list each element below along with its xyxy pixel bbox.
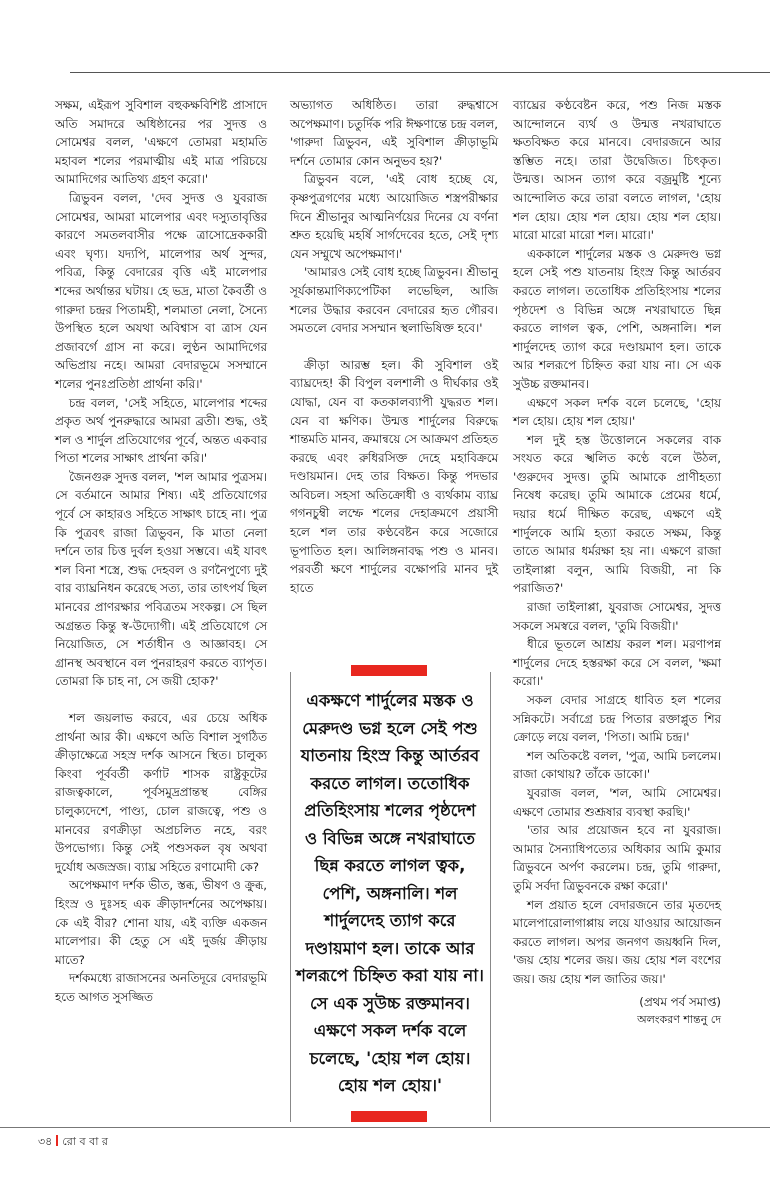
- article-column-1: [55, 96, 267, 1007]
- paragraph: 'তার আর প্রয়োজন হবে না যুবরাজ। আমার সৈন্যাধিপত্যের অধিকার আমি কুমার ত্রিভুবনে অর্পণ করলেম। চন্দ্র, তুমি গারুদা, তুমি সর্বদা ত্রিভুবনকে রক্ষা করো।': [513, 823, 721, 893]
- pullquote-text: একক্ষণে শার্দুলের মস্তক ও মেরুদণ্ড ভগ্ন হলে সেই পশু যাতনায় হিংস্র কিন্তু আর্তরব করতে লাগল। ততোধিক প্রতিহিংসায় শলের পৃষ্ঠদেশ ও বিভিন্ন অঙ্গে নখরাঘাতে ছিন্ন করতে লাগল ত্বক, পেশি, অঙ্গনালি। শল শার্দুলদেহ ত্যাগ করে দণ্ডায়মাণ হল। তাকে আর শলরূপে চিহ্নিত করা যায় না। সে এক সুউচ্চ রক্তমানব। এক্ষণে সকল দর্শক বলে চলেছে, 'হোয় শল হোয়। হোয় শল হোয়।': [296, 691, 484, 1095]
- paragraph: ক্রীড়া আরম্ভ হল। কী সুবিশাল ওই ব্যাঘ্রদেহ! কী বিপুল বলশালী ও দীর্ঘকার ওই যোদ্ধা, যেন বা কতকালব্যাপী যুদ্ধরত শল। যেন বা ক্ষণিক। উন্মত্ত শার্দুলের বিরুদ্ধে শান্তমতি মানব, ক্রমান্বয়ে সে আক্রমণ প্রতিহত করছে এবং রুধিরসিক্ত দেহে মহাবিক্রমে দণ্ডায়মান। দেহ তার বিক্ষত। কিন্তু পদভার অবিচল। সহসা অতিক্রোধী ও ব্যর্থকাম ব্যাঘ্র গগনচুম্বী লম্ফে শলের দেহাক্রমণে প্রয়াসী হলে শল তার কণ্ঠবেষ্টন করে সজোরে ভূপাতিত হল। আলিঙ্গনাবদ্ধ পশু ও মানব। পরবর্তী ক্ষণে শার্দুলের বক্ষোপরি মানব দুই হাতে: [290, 357, 498, 595]
- page-number: ৩৪: [38, 1135, 53, 1148]
- article-column-3: [513, 96, 721, 1030]
- paragraph: যুবরাজ বলল, 'শল, আমি সোমেশ্বর। এক্ষণে তোমার শুশ্রূষার ব্যবস্থা করছি।': [513, 785, 721, 819]
- paragraph: চন্দ্র বলল, 'সেই সহিতে, মালেপার শব্দের প্রকৃত অর্থ পুনরুদ্ধারে আমরা ব্রতী। শুদ্ধ, ওই শল ও শার্দুল প্রতিযোগের পূর্বে, অন্তত একবার পিতা শলের সাক্ষাৎ প্রার্থনা করি।': [55, 395, 267, 466]
- article-column-2: [290, 96, 498, 597]
- end-note: (প্রথম পর্ব সমাপ্ত): [639, 994, 721, 1009]
- paragraph: শল জয়লাভ করবে, এর চেয়ে অধিক প্রার্থনা আর কী। এক্ষণে অতি বিশাল সুগঠিত ক্রীড়াক্ষেত্রে সহস্র দর্শক আসনে স্থিত। চালুক্য কিংবা পূর্ববর্তী কর্ণাট শাসক রাষ্ট্রকূটের রাজত্বকালে, পূর্বসমুদ্রপ্রান্তস্থ বেঙ্গির চালুক্যদেশে, পাণ্ড্য, চোল রাজত্বে, পশু ও মানবের রণক্রীড়া অপ্রচলিত নহে, বরং উপভোগ্য। কিন্তু সেই পশুসকল বৃষ অথবা দুর্যোধ অজস্রজ। ব্যাঘ্র সহিতে রণামোদী কে?: [55, 711, 267, 874]
- paragraph: শল প্রয়াত হলে বেদারজনে তার মৃতদেহ মালেপারোলাগাপ্পায় লয়ে যাওয়ার আয়োজন করতে লাগল। অপর জনগণ জয়ধ্বনি দিল, 'জয় হোয় শলের জয়। জয় হোয় শল বংশের জয়। জয় হোয় শল জাতির জয়।': [513, 897, 721, 986]
- paragraph: সকল বেদার সাগ্রহে ধাবিত হল শলের সন্নিকটে। সর্বাগ্রে চন্দ্র পিতার রক্তাপ্লুত শির ক্রোড়ে লয়ে বলল, 'পিতা। আমি চন্দ্র।': [513, 693, 721, 745]
- bottom-rule: [0, 1127, 770, 1128]
- paragraph: রাজা তাইলাপ্পা, যুবরাজ সোমেশ্বর, সুদত্ত সকলে সমস্বরে বলল, 'তুমি বিজয়ী।': [513, 600, 721, 633]
- page-footer: [38, 1133, 108, 1152]
- paragraph: শল দুই হস্ত উত্তোলনে সকলের বাক সংযত করে স্খলিত কণ্ঠে বলে উঠল, 'গুরুদেব সুদত্ত। তুমি আমাকে প্রাণীহত্যা নিষেধ করেছ। তুমি আমাকে প্রেমের ধর্মে, দয়ার ধর্মে দীক্ষিত করেছ, এক্ষণে এই শার্দুলকে আমি হত্যা করতে সক্ষম, কিন্তু তাতে আমার ধর্মরক্ষা হয় না। এক্ষণে রাজা তাইলাপ্পা বলুন, আমি বিজয়ী, না কি পরাজিত?': [513, 432, 721, 596]
- pullquote-bottom-red-bar: [351, 1111, 427, 1122]
- paragraph: জৈনগুরু সুদত্ত বলল, 'শল আমার পুত্রসম। সে বর্তমানে আমার শিষ্য। এই প্রতিযোগের পূর্বে সে কাহারও সহিতে সাক্ষাৎ চাহে না। পুত্র কি পুত্রবৎ রাজা ত্রিভুবন, কি মাতা নেলা দর্শনে তার চিত্ত দুর্বল হওয়া সম্ভবে। এই যাবৎ শল বিনা শস্ত্রে, শুদ্ধ দেহবল ও রণনৈপুণ্যে দুই বার ব্যাঘ্রনিধন করেছে সত্য, তার তাৎপর্য ছিল মানবের প্রাণরক্ষার পবিত্রতম সংকল্প। সে ছিল অগ্রন্তত কিন্তু স্ব-উদ্যোগী। এই প্রতিযোগে সে নিয়োজিত, সে শর্তাধীন ও আজ্ঞাবহ। সে গ্রানস্থ অবস্থানে বল পুনরাহরণ করতে ব্যাপৃত। তোমরা কি চাহ না, সে জয়ী হোক?': [55, 469, 267, 689]
- paragraph: শল অতিকষ্টে বলল, 'পুত্র, আমি চললেম। রাজা কোথায়? তাঁকে ডাকো।': [513, 748, 721, 782]
- paragraph: অভ্যাগত অধিষ্ঠিত। তারা রুদ্ধশ্বাসে অপেক্ষমাণ। চতুর্দিক পরি ঈক্ষণান্তে চন্দ্র বলল, 'গারুদা ত্রিভুবন, এই সুবিশাল ক্রীড়াভূমি দর্শনে তোমার কোন অনুভব হয়?': [290, 98, 498, 168]
- paragraph: এক্ষণে সকল দর্শক বলে চলেছে, 'হোয় শল হোয়। হোয় শল হোয়।': [513, 395, 721, 429]
- paragraph: এককালে শার্দুলের মস্তক ও মেরুদণ্ড ভগ্ন হলে সেই পশু যাতনায় হিংস্র কিন্তু আর্তরব করতে লাগল। ততোধিক প্রতিহিংসায় শলের পৃষ্ঠদেশ ও বিভিন্ন অঙ্গে নখরাঘাতে ছিন্ন করতে লাগল ত্বক, পেশি, অঙ্গনালি। শল শার্দুলদেহ ত্যাগ করে দণ্ডায়মাণ হল। তাকে আর শলরূপে চিহ্নিত করা যায় না। সে এক সুউচ্চ রক্তমানব।: [513, 246, 721, 391]
- paragraph: সক্ষম, এইরূপ সুবিশাল বহুকক্ষবিশিষ্ট প্রাসাদে অতি সমাদরে অধিষ্ঠানের পর সুদত্ত ও সোমেশ্বর বলল, 'এক্ষণে তোমরা মহামতি মহাবল শলের পরমাত্মীয় এই মাত্র পরিচয়ে আমাদিগের আতিথ্য গ্রহণ করো।': [55, 98, 267, 187]
- top-rule: [70, 72, 770, 73]
- pullquote-left-rule: [290, 672, 291, 1122]
- paragraph: অপেক্ষমাণ দর্শক ভীত, স্তব্ধ, ভীষণ ও ক্রুব্ধ, হিংস্র ও দুঃসহ এক ক্রীড়াদর্শনের অপেক্ষায়। কে এই বীর? শোনা যায়, এই ব্যক্তি একজন মালেপার। কী হেতু সে এই দুর্জয় ক্রীড়ায় মাতে?: [55, 878, 267, 967]
- magazine-name: রো ব বা র: [62, 1135, 108, 1148]
- pullquote-right-rule: [490, 672, 491, 1122]
- paragraph: ধীরে ভূতলে আশ্রয় করল শল। মরণাপন্ন শার্দুলের দেহে হস্তরক্ষা করে সে বলল, 'ক্ষমা করো।': [513, 637, 721, 689]
- illustration-credit: অলংকরণ শান্তনু দে: [637, 1013, 721, 1027]
- paragraph: ব্যাঘ্রের কণ্ঠবেষ্টন করে, পশু নিজ মস্তক আন্দোলনে ব্যর্থ ও উন্মত্ত নখরাঘাতে ক্ষতবিক্ষত করে মানবে। বেদারজনে আর স্তম্ভিত নহে। তারা উদ্বেজিত। চিৎকৃত। উন্মত্ত। আসন ত্যাগ করে বজ্রমুষ্টি শূন্যে আন্দোলিত করে তারা বলতে লাগল, 'হোয় শল হোয়। হোয় শল হোয়। হোয় শল হোয়। মারো মারো মারো শল। মারো।': [513, 98, 721, 243]
- paragraph: ত্রিভুবন বলে, 'এই বোধ হচ্ছে যে, কৃষ্ণপুত্রগণের মধ্যে আয়োজিত শস্ত্রপরীক্ষার দিনে শ্রীভানুর আত্মনির্ণয়ের দিনের যে বর্ণনা শ্রুত হয়েছি মহর্ষি সার্গদেবের হতে, সেই দৃশ্য যেন সম্মুখে অপেক্ষমাণ।': [290, 172, 498, 261]
- paragraph: ত্রিভুবন বলল, 'দেব সুদত্ত ও যুবরাজ সোমেশ্বর, আমরা মালেপার এবং দস্যুতাবৃত্তির কারণে সমতলবাসীর পক্ষে ত্রাসোদ্রেককারী এবং ঘৃণ্য। যদ্যপি, মালেপার অর্থ সুন্দর, পবিত্র, কিন্তু বেদারের বৃত্তি এই মালেপার শব্দের অর্থান্তর ঘটায়। হে ভদ্র, মাতা কৈবর্তী ও গারুদা চন্দ্রর পিতামহী, শলমাতা নেলা, সৈন্যে উপস্থিত হলে অযথা অবিশ্বাস বা ত্রাস যেন প্রজাবর্গে গ্রাস না করে। লুণ্ঠন আমাদিগের অভিপ্রায় নহে। আমরা বেদারভূমে সসম্মানে শলের পুনঃপ্রতিষ্ঠা প্রার্থনা করি।': [55, 190, 267, 391]
- paragraph: দর্শকমধ্যে রাজাসনের অনতিদূরে বেদারভূমি হতে আগত সুসজ্জিত: [55, 971, 267, 1004]
- paragraph: 'আমারও সেই বোধ হচ্ছে ত্রিভুবন। শ্রীভানু সূর্যকান্তমাণিক্যপেটিকা লভেছিল, আজি শলের উদ্ধার করবেন বেদারের হৃত গৌরব। সমতলে বেদার সসম্মান স্থলাভিষিক্ত হবে।': [290, 265, 498, 336]
- pullquote-top-red-bar: [351, 665, 427, 676]
- pullquote-box: [296, 665, 484, 1125]
- footer-separator: [56, 1135, 58, 1146]
